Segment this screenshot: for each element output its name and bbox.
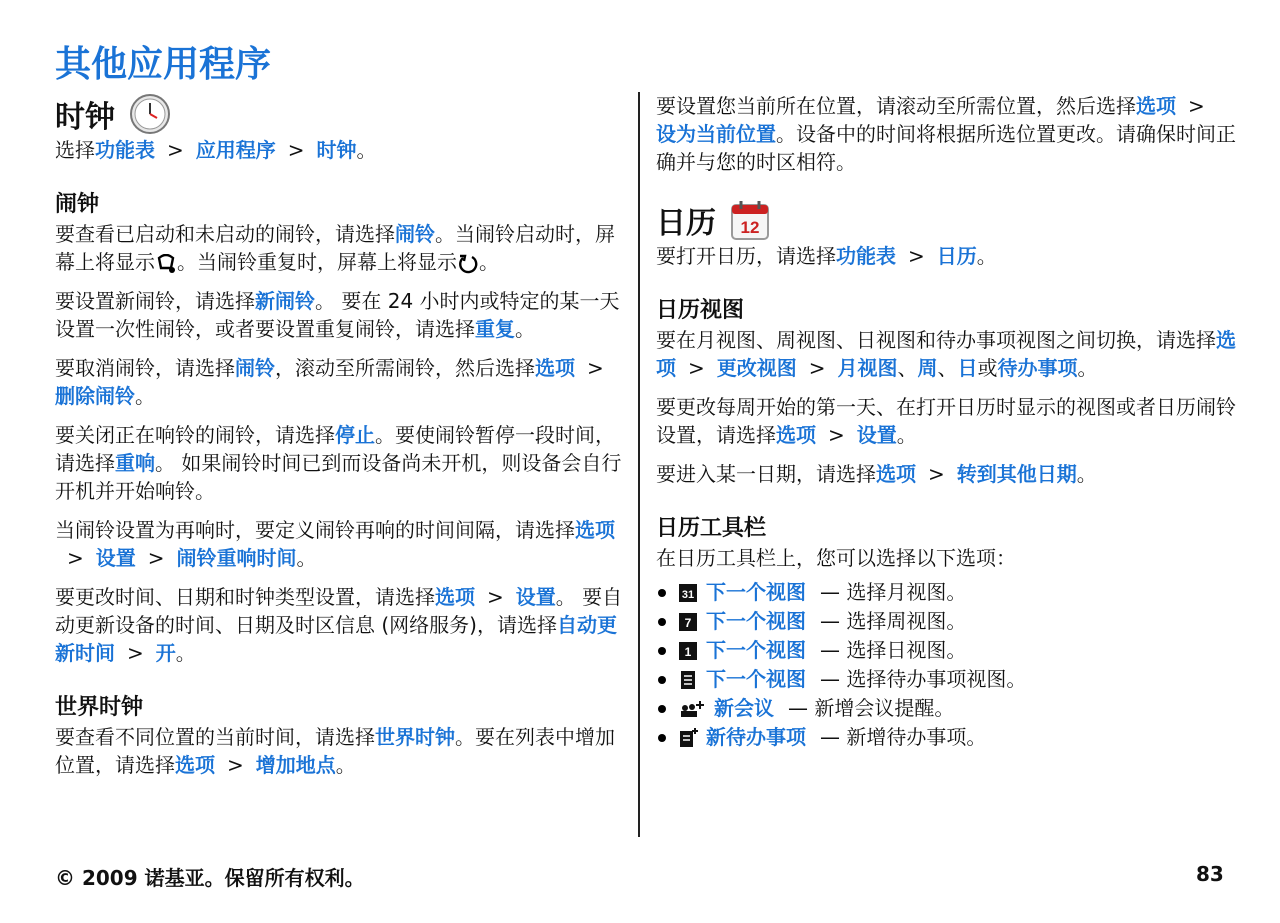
calendar-view-p1: 要在月视图、周视图、日视图和待办事项视图之间切换，请选择选项 > 更改视图 > 月视图、周、日或待办事项。 (656, 328, 1236, 380)
page-title: 其他应用程序 (55, 44, 272, 85)
alarm-active-icon (155, 254, 177, 274)
next-view-link[interactable]: 下一个视图 (706, 580, 806, 604)
clock-icon (129, 93, 171, 135)
calendar-view-p2: 要更改每周开始的第一天、在打开日历时显示的视图或者日历闹铃设置，请选择选项 > 设置。 (656, 395, 1236, 447)
day-view-icon (678, 641, 698, 661)
todo-list-icon (678, 670, 698, 690)
link-month-view[interactable]: 月视图 (837, 356, 898, 380)
svg-text:12: 12 (740, 218, 760, 237)
link-day[interactable]: 日 (957, 356, 978, 380)
list-item: 31 下一个视图 — 选择月视图。 (656, 578, 1236, 607)
link-options-7[interactable]: 选项 (776, 423, 816, 447)
week-view-icon (678, 612, 698, 632)
link-options-2[interactable]: 选项 (575, 518, 615, 542)
alarm-p5: 当闹铃设置为再响时，要定义闹铃再响的时间间隔，请选择选项> 设置 > 闹铃重响时间。 (55, 518, 615, 570)
bullet (658, 647, 666, 655)
calendar-view-heading: 日历视图 (656, 298, 745, 323)
link-on[interactable]: 开 (155, 641, 176, 665)
link-settings-3[interactable]: 设置 (856, 423, 897, 447)
new-meeting-link[interactable]: 新会议 (714, 696, 774, 720)
alarm-p1: 要查看已启动和未启动的闹铃，请选择闹铃。当闹铃启动时，屏幕上将显示 。当闹铃重复时，屏幕上将显示 。 (55, 222, 615, 274)
alarm-p4: 要关闭正在响铃的闹铃，请选择停止。要使闹铃暂停一段时间，请选择重响。 如果闹铃时间已到而设备尚未开机，则设备会自行开机并开始响铃。 (55, 423, 622, 503)
left-column (55, 86, 625, 779)
link-stop[interactable]: 停止 (335, 423, 375, 447)
link-week[interactable]: 周 (917, 356, 938, 380)
list-item: 1 下一个视图 — 选择日视图。 (656, 636, 1236, 665)
link-snooze-time[interactable]: 闹铃重响时间 (176, 546, 297, 570)
svg-text:7: 7 (684, 615, 692, 630)
calendar-icon (730, 199, 770, 241)
column-divider (638, 92, 640, 837)
right-column (656, 92, 1236, 752)
list-item: 新会议 — 新增会议提醒。 (656, 694, 1236, 723)
month-view-icon (678, 583, 698, 603)
link-options-3[interactable]: 选项 (435, 585, 475, 609)
world-clock-heading: 世界时钟 (55, 695, 144, 720)
calendar-title: 日历 (656, 206, 716, 241)
link-options-4[interactable]: 选项 (175, 753, 215, 777)
link-auto-time-update[interactable]: 自动更新时间 (55, 613, 617, 665)
alarm-heading: 闹钟 (55, 192, 100, 217)
alarm-p6: 要更改时间、日期和时钟类型设置，请选择选项 > 设置。 要自动更新设备的时间、日期及时区信息 (网络服务)，请选择自动更新时间 > 开。 (55, 585, 623, 665)
link-delete-alarm[interactable]: 删除闹铃 (55, 384, 135, 408)
link-options-6[interactable]: 选项 (656, 328, 1236, 380)
clock-title: 时钟 (55, 100, 115, 135)
link-options[interactable]: 选项 (535, 356, 575, 380)
link-set-current-location[interactable]: 设为当前位置 (656, 122, 776, 146)
link-todo[interactable]: 待办事项 (997, 356, 1078, 380)
calendar-view-p3: 要进入某一日期，请选择选项 > 转到其他日期。 (656, 462, 1097, 486)
toolbar-heading: 日历工具栏 (656, 516, 767, 541)
link-new-alarm[interactable]: 新闹铃 (255, 289, 315, 313)
calendar-p1: 要打开日历，请选择功能表 > 日历。 (656, 244, 997, 268)
alarm-repeat-icon (457, 253, 479, 275)
list-item: 新待办事项 — 新增待办事项。 (656, 723, 1236, 752)
list-item: 下一个视图 — 选择待办事项视图。 (656, 665, 1236, 694)
list-item: 7 下一个视图 — 选择周视图。 (656, 607, 1236, 636)
clock-heading (55, 92, 625, 136)
bullet (658, 618, 666, 626)
location-p1: 要设置您当前所在位置，请滚动至所需位置，然后选择选项 >设为当前位置。设备中的时间将根据所选位置更改。请确保时间正确并与您的时区相符。 (656, 94, 1236, 174)
clock-path: 选择功能表 > 应用程序 > 时钟。 (55, 138, 377, 162)
link-settings-2[interactable]: 设置 (515, 585, 556, 609)
link-change-view[interactable]: 更改视图 (716, 356, 797, 380)
link-go-to-date[interactable]: 转到其他日期 (956, 462, 1077, 486)
link-world-clock[interactable]: 世界时钟 (375, 725, 455, 749)
calendar-heading (656, 198, 1236, 242)
toolbar-list (656, 578, 1236, 752)
bullet (658, 589, 666, 597)
toolbar-intro: 在日历工具栏上，您可以选择以下选项： (656, 546, 1016, 570)
link-menu-2[interactable]: 功能表 (836, 244, 896, 268)
link-clock[interactable]: 时钟 (316, 138, 357, 162)
new-todo-icon (678, 728, 698, 748)
copyright-footer: © 2009 诺基亚。保留所有权利。 (55, 866, 365, 890)
svg-text:1: 1 (684, 644, 692, 659)
link-options-8[interactable]: 选项 (876, 462, 916, 486)
meeting-icon (678, 699, 706, 719)
world-clock-p1: 要查看不同位置的当前时间，请选择世界时钟。要在列表中增加位置，请选择选项 > 增加地点。 (55, 725, 615, 777)
link-alarm[interactable]: 闹铃 (395, 222, 435, 246)
alarm-p2: 要设置新闹铃，请选择新闹铃。 要在 24 小时内或特定的某一天设置一次性闹铃，或者要设置重复闹铃，请选择重复。 (55, 289, 620, 341)
link-options-5[interactable]: 选项 (1136, 94, 1176, 118)
link-settings[interactable]: 设置 (95, 546, 136, 570)
link-repeat[interactable]: 重复 (475, 317, 515, 341)
alarm-p3: 要取消闹铃，请选择闹铃，滚动至所需闹铃，然后选择选项 >删除闹铃。 (55, 356, 604, 408)
link-menu[interactable]: 功能表 (95, 138, 155, 162)
bullet (658, 705, 666, 713)
next-view-link[interactable]: 下一个视图 (706, 609, 806, 633)
bullet (658, 734, 666, 742)
next-view-link[interactable]: 下一个视图 (706, 638, 806, 662)
svg-text:31: 31 (681, 588, 695, 601)
page-number: 83 (1196, 862, 1224, 886)
bullet (658, 676, 666, 684)
link-alarm-2[interactable]: 闹铃 (235, 356, 275, 380)
link-calendar[interactable]: 日历 (936, 244, 977, 268)
next-view-link[interactable]: 下一个视图 (706, 667, 806, 691)
new-todo-link[interactable]: 新待办事项 (706, 725, 806, 749)
link-snooze[interactable]: 重响 (115, 451, 155, 475)
link-add-location[interactable]: 增加地点 (255, 753, 336, 777)
link-applications[interactable]: 应用程序 (195, 138, 276, 162)
